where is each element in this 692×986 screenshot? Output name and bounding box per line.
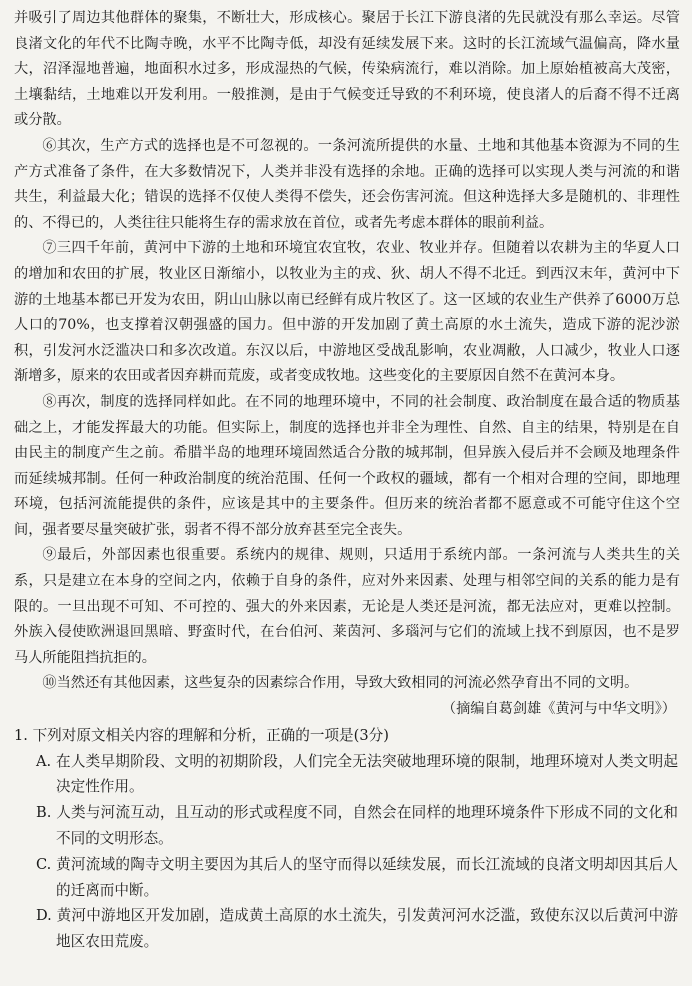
article-paragraph-7: ⑦三四千年前，黄河中下游的土地和环境宜农宜牧，农业、牧业并存。但随着以农耕为主的华夏人口的增加和农田的扩展，牧业区日渐缩小，以牧业为主的戎、狄、胡人不得不北迁。到西汉末年，黄河中下游的土地基本都已开发为农田，阴山山脉以南已经鲜有成片牧区了。这一区域的农业生产供养了6000万总人口的70%，也支撑着汉朝强盛的国力。但中游的开发加剧了黄土高原的水土流失，造成下游的泥沙淤积，引发河水泛滥决口和多次改道。东汉以后，中游地区受战乱影响，农业凋敝，人口减少，牧业人口逐渐增多，原来的农田或者因弃耕而荒废，或者变成牧地。这些变化的主要原因自然不在黄河本身。 — [14, 240, 681, 385]
option-b[interactable]: B. 人类与河流互动，且互动的形式或程度不同，自然会在同样的地理环境条件下形成不同的文化和不同的文明形态。 — [36, 804, 678, 848]
article-paragraph-6: ⑥其次，生产方式的选择也是不可忽视的。一条河流所提供的水量、土地和其他基本资源为不同的生产方式准备了条件，在大多数情况下，人类并非没有选择的余地。正确的选择可以实现人类与河流的和谐共生，利益最大化；错误的选择不仅使人类得不偿失，还会伤害河流。但这种选择大多是随机的、非理性的、不得已的，人类往往只能将生存的需求放在首位，或者先考虑本群体的眼前利益。 — [14, 137, 680, 231]
option-a[interactable]: A. 在人类早期阶段、文明的初期阶段，人们完全无法突破地理环境的限制，地理环境对人类文明起决定性作用。 — [36, 752, 678, 796]
article-paragraph-continued: 并吸引了周边其他群体的聚集，不断壮大，形成核心。聚居于长江下游良渚的先民就没有那么幸运。尽管良渚文化的年代不比陶寺晚，水平不比陶寺低，却没有延续发展下来。这时的长江流域气温偏高，降水量大，沼泽湿地普遍，地面积水过多，形成湿热的气候，传染病流行，难以消除。加上原始植被高大茂密，土壤黏结，土地难以开发利用。一般推测，是由于气候变迁导致的不利环境，使良渚人的后裔不得不迁离或分散。 — [14, 10, 680, 129]
question-stem: 1. 下列对原文相关内容的理解和分析，正确的一项是(3分) — [14, 726, 389, 744]
article-paragraph-10: ⑩当然还有其他因素，这些复杂的因素综合作用，导致大致相同的河流必然孕育出不同的文明。 — [42, 675, 639, 692]
article-paragraph-9: ⑨最后，外部因素也很重要。系统内的规律、规则，只适用于系统内部。一条河流与人类共生的关系，只是建立在本身的空间之内，依赖于自身的条件，应对外来因素、处理与相邻空间的关系的能力是有限的。一旦出现不可知、不可控的、强大的外来因素，无论是人类还是河流，都无法应对，更难以控制。外族入侵使欧洲退回黑暗、野蛮时代，在台伯河、莱茵河、多瑙河与它们的流域上找不到原因，也不是罗马人所能阻挡抗拒的。 — [14, 547, 680, 666]
option-d[interactable]: D. 黄河中游地区开发加剧，造成黄土高原的水土流失，引发黄河河水泛滥，致使东汉以后黄河中游地区农田荒废。 — [36, 907, 678, 951]
article-source: （摘编自葛剑雄《黄河与中华文明》） — [441, 701, 676, 718]
article-paragraph-8: ⑧再次，制度的选择同样如此。在不同的地理环境中，不同的社会制度、政治制度在最合适的物质基础之上，才能发挥最大的功能。但实际上，制度的选择也并非全为理性、自然、自主的结果，特别是在自由民主的制度产生之前。希腊半岛的地理环境固然适合分散的城邦制，但异族入侵后并不会顾及地理条件而延续城邦制。任何一种政治制度的统治范围、任何一个政权的疆域，都有一个相对合理的空间，即地理环境，包括河流能提供的条件，应该是其中的主要条件。但历来的统治者都不愿意或不可能守住这个空间，强者要尽量突破扩张，弱者不得不部分放弃甚至完全丧失。 — [14, 393, 680, 538]
option-c[interactable]: C. 黄河流域的陶寺文明主要因为其后人的坚守而得以延续发展，而长江流域的良渚文明却因其后人的迁离而中断。 — [36, 855, 678, 899]
